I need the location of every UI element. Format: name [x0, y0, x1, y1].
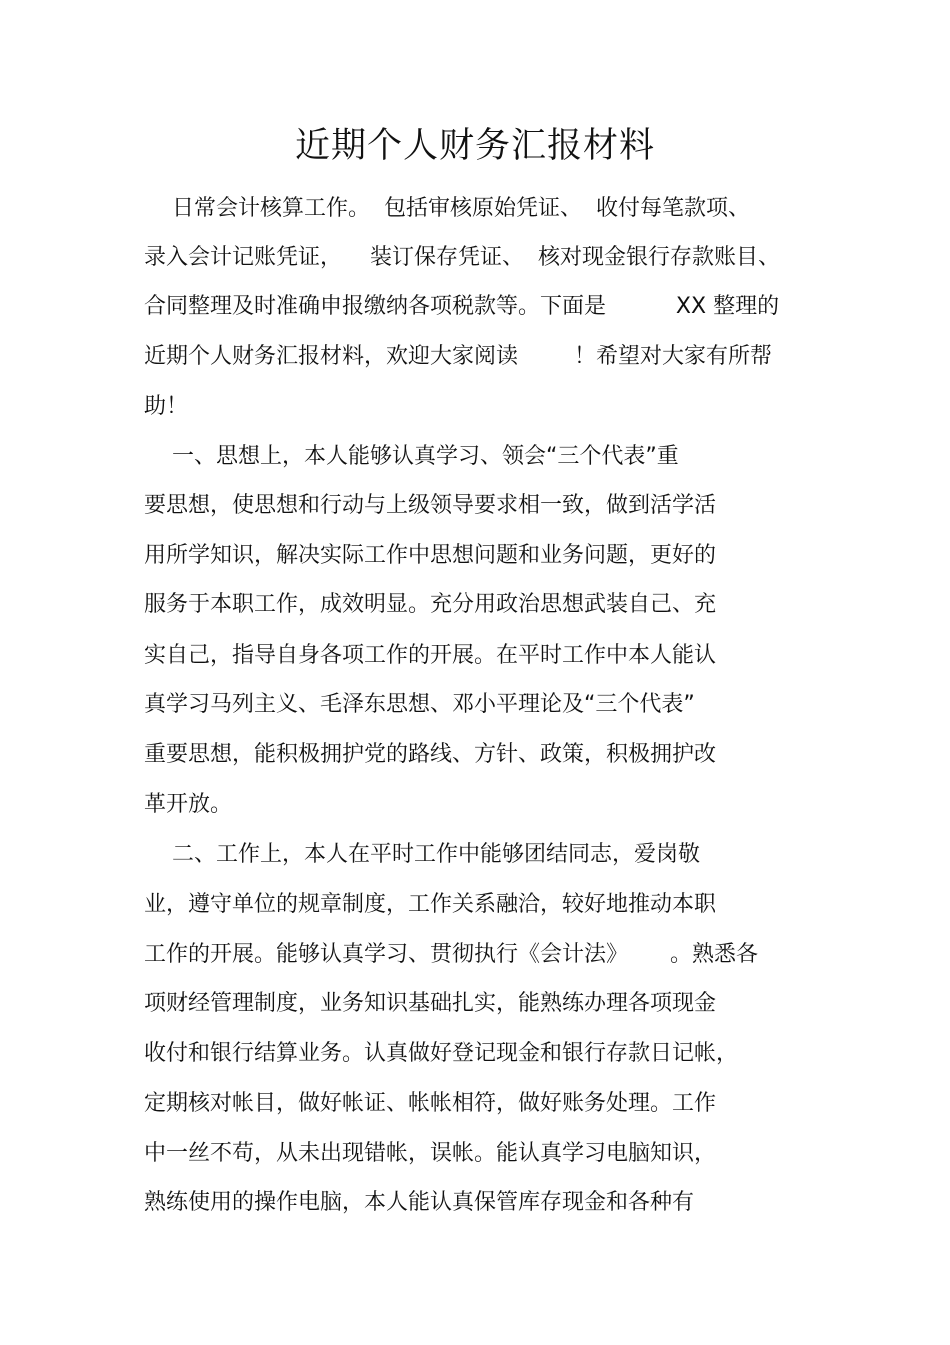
text-line: 一、思想上，本人能够认真学习、领会“三个代表”重 — [144, 444, 679, 469]
text-line: 定期核对帐目，做好帐证、帐帐相符，做好账务处理。工作 — [144, 1091, 717, 1116]
text-line: 项财经管理制度，业务知识基础扎实，能熟练办理各项现金 — [144, 991, 717, 1016]
text-line: 录入会计记账凭证， 装订保存凭证、 核对现金银行存款账目、 — [144, 245, 780, 270]
text-line: 重要思想，能积极拥护党的路线、方针、政策，积极拥护改 — [144, 742, 717, 767]
text-line: 革开放。 — [144, 792, 233, 817]
text-line: 二、工作上，本人在平时工作中能够团结同志，爱岗敬 — [144, 842, 700, 867]
text-line: 日常会计核算工作。 包括审核原始凭证、 收付每笔款项、 — [144, 196, 750, 221]
text-line: 助！ — [144, 394, 189, 419]
text-line: 实自己，指导自身各项工作的开展。在平时工作中本人能认 — [144, 643, 717, 668]
text-line: 工作的开展。能够认真学习、贯彻执行《会计法》 。熟悉各 — [144, 942, 758, 967]
text-line: 真学习马列主义、毛泽东思想、邓小平理论及“三个代表” — [144, 692, 695, 717]
text-line: 合同整理及时准确申报缴纳各项税款等。下面是 XX 整理的 — [144, 294, 780, 319]
text-line: 用所学知识，解决实际工作中思想问题和业务问题，更好的 — [144, 543, 717, 568]
text-line: 业，遵守单位的规章制度，工作关系融洽，较好地推动本职 — [144, 892, 717, 917]
text-line: 熟练使用的操作电脑，本人能认真保管库存现金和各种有 — [144, 1190, 695, 1215]
text-line: 服务于本职工作，成效明显。充分用政治思想武装自己、充 — [144, 592, 717, 617]
text-line: 要思想，使思想和行动与上级领导要求相一致，做到活学活 — [144, 493, 717, 518]
text-line: 收付和银行结算业务。认真做好登记现金和银行存款日记帐， — [144, 1041, 739, 1066]
document-title: 近期个人财务汇报材料 — [294, 126, 655, 166]
text-line: 近期个人财务汇报材料，欢迎大家阅读 ！希望对大家有所帮 — [144, 344, 772, 369]
text-line: 中一丝不苟，从未出现错帐，误帐。能认真学习电脑知识， — [144, 1141, 717, 1166]
